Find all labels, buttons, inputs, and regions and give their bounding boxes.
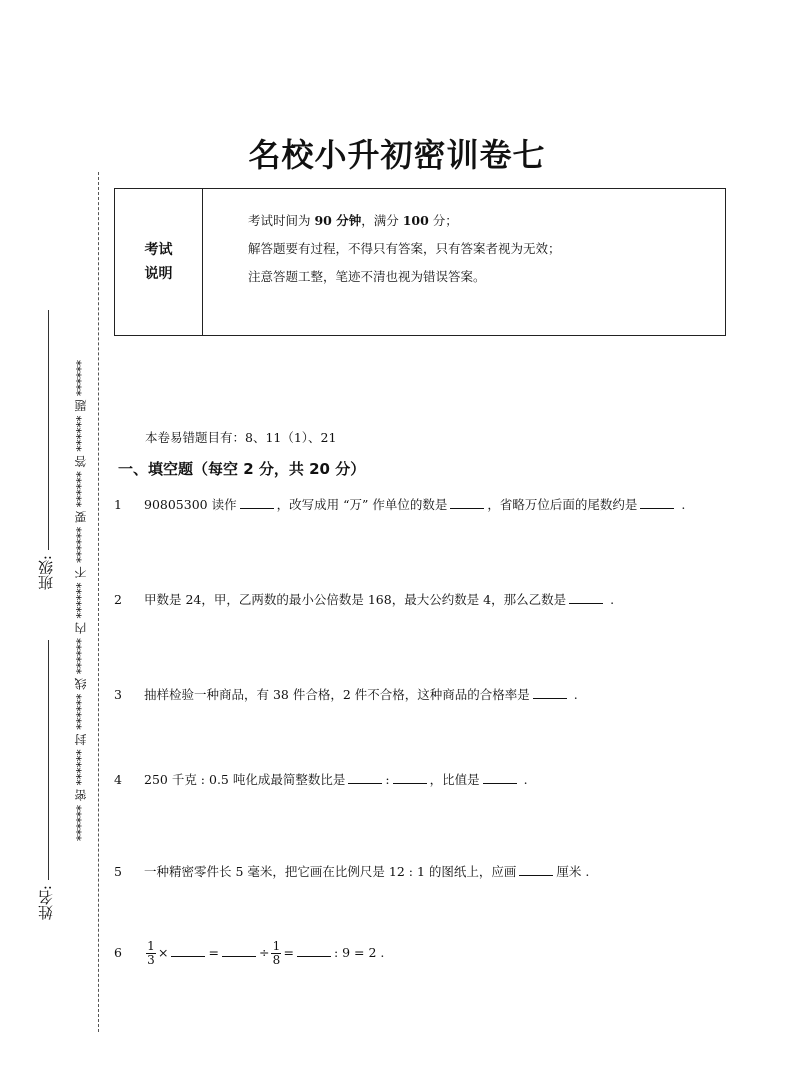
exam-instructions-box (114, 188, 726, 336)
error-prone-note: 本卷易错题目有：8、11（1）、21 (145, 430, 337, 445)
instruction-line-1: 考试时间为 90 分钟，满分 100 分； (248, 213, 458, 228)
class-field-line[interactable] (48, 310, 49, 550)
name-label: 姓名: (37, 885, 55, 921)
question-5: 5 一种精密零件长 5 毫米，把它画在比例尺是 12 : 1 的图纸上，应画 厘米 . (114, 864, 590, 879)
answer-blank[interactable] (640, 496, 674, 509)
instruction-line-2: 解答题要有过程，不得只有答案，只有答案者视为无效； (248, 241, 561, 256)
question-4: 4 250 千克 : 0.5 吨化成最简整数比是 : ，比值是 . (114, 772, 528, 787)
binding-dashed-line (98, 172, 99, 1032)
answer-blank[interactable] (171, 944, 205, 957)
class-label: 班级: (37, 555, 55, 591)
answer-blank[interactable] (297, 944, 331, 957)
answer-blank[interactable] (348, 771, 382, 784)
fraction-one-eighth: $\frac{1}{8}$ (272, 939, 281, 967)
seal-line-text: ****** 密 ****** 封 ****** 线 ****** 内 ****** 不 ****** 要 ****** 答 ****** 题 ****** (74, 359, 88, 841)
question-1: 1 90805300 读作 ，改写成用 “万” 作单位的数是 ，省略万位后面的尾数约是 . (114, 497, 686, 512)
instructions-text (248, 207, 561, 291)
instructions-label-line1: 考试 (144, 242, 173, 258)
answer-blank[interactable] (240, 496, 274, 509)
answer-blank[interactable] (393, 771, 427, 784)
instruction-line-3: 注意答题工整，笔迹不清也视为错误答案。 (248, 269, 486, 284)
page-title: 名校小升初密训卷七 (248, 136, 546, 174)
question-3: 3 抽样检验一种商品，有 38 件合格，2 件不合格，这种商品的合格率是 . (114, 687, 578, 702)
fraction-one-third: $\frac{1}{3}$ (147, 939, 155, 967)
answer-blank[interactable] (483, 771, 517, 784)
exam-duration: 90 分钟 (314, 213, 362, 228)
answer-blank[interactable] (222, 944, 256, 957)
question-2: 2 甲数是 24，甲，乙两数的最小公倍数是 168，最大公约数是 4，那么乙数是 . (114, 592, 615, 607)
instructions-label-line2: 说明 (144, 266, 173, 282)
answer-blank[interactable] (450, 496, 484, 509)
full-score: 100 (402, 213, 429, 228)
question-6: 6 $\frac{1}{3}$ × = ÷ $\frac{1}{8}$ = : 9 = 2 . (114, 939, 385, 967)
instructions-label (115, 189, 203, 335)
answer-blank[interactable] (519, 863, 553, 876)
answer-blank[interactable] (533, 686, 567, 699)
answer-blank[interactable] (569, 591, 603, 604)
name-field-line[interactable] (48, 640, 49, 880)
section-1-title: 一、填空题（每空 2 分，共 20 分） (118, 460, 366, 478)
